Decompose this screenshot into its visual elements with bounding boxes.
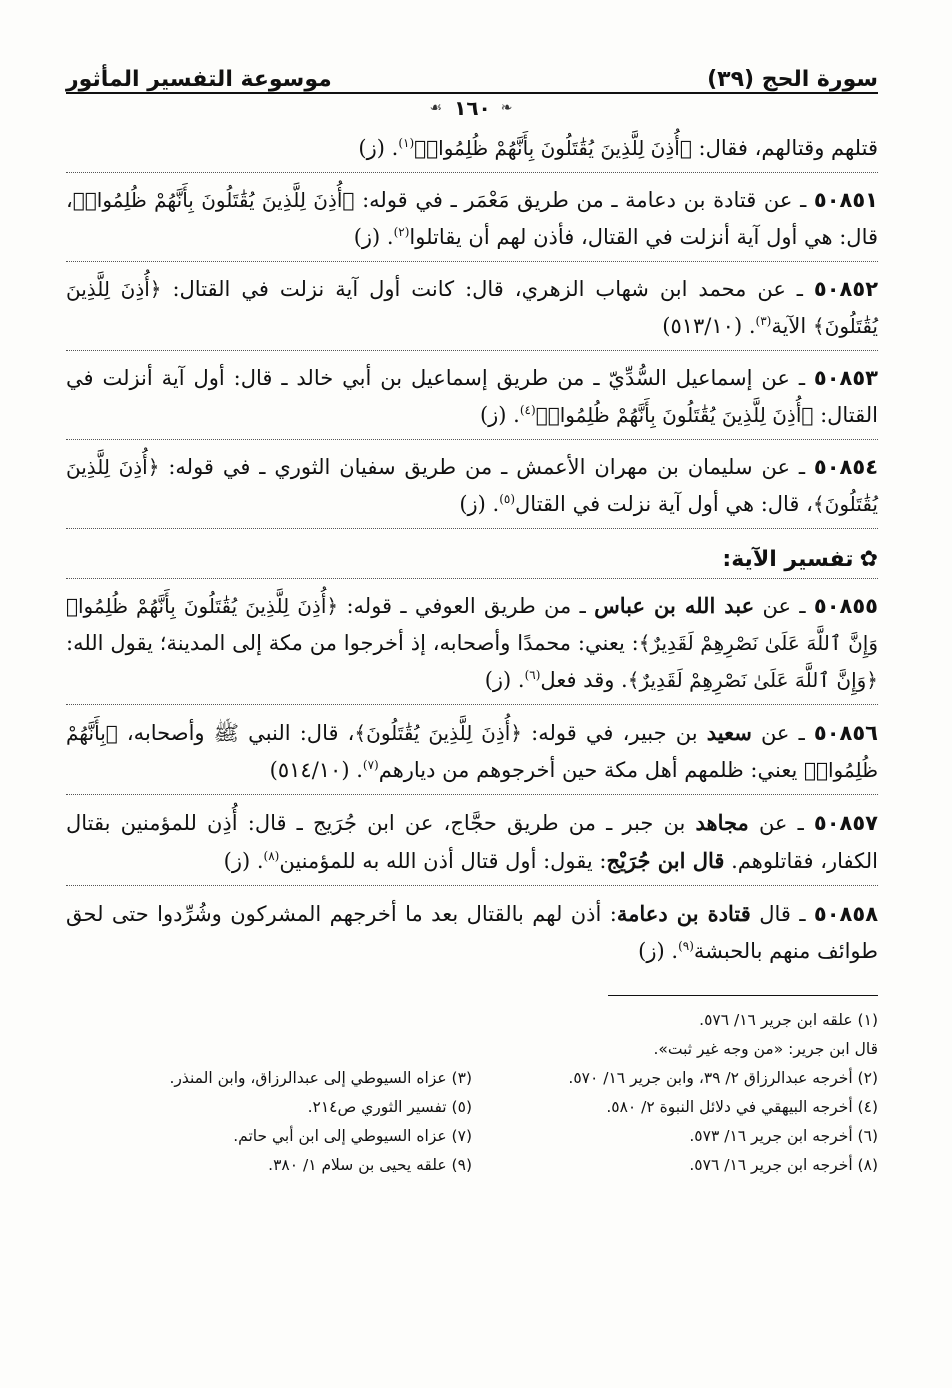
footnote-divider — [608, 995, 878, 996]
footnote-ref: (٦) — [524, 668, 541, 682]
footnote-ref: (٥) — [499, 492, 516, 506]
text-span: : أذن لهم بالقتال بعد ما أخرجهم المشركون وشُرِّدوا حتى لحق طوائف منهم بالحبشة — [66, 902, 878, 963]
footnote: (٧) عزاه السيوطي إلى ابن أبي حاتم. — [233, 1127, 472, 1145]
narrator-name: سعيد — [706, 720, 752, 745]
footnote-row — [66, 1064, 878, 1093]
footnote: قال ابن جرير: «من وجه غير ثبت». — [653, 1040, 878, 1058]
footnote-ref: (٢) — [393, 225, 410, 239]
quran-quote: ﴿أُذِنَ لِلَّذِينَ يُقَٰتَلُونَ بِأَنَّهُمْ ظُلِمُوا۟﴾ — [72, 188, 355, 212]
footnote-row — [66, 1122, 878, 1151]
footnote: (٢) أخرجه عبدالرزاق ٢/ ٣٩، وابن جرير ١٦/ ٥٧٠. — [568, 1069, 878, 1087]
text-span: . (ز) — [358, 136, 399, 160]
text-span: بن جبر ـ من طريق حجَّاج، عن ابن جُرَيج ـ قال: أُذِن للمؤمنين بقتال الكفار، فقاتلوهم. — [66, 811, 878, 873]
text-span: . (ز) — [223, 849, 264, 873]
text-span: . (ز) — [479, 403, 520, 427]
text-span: : يعني: محمدًا وأصحابه، إذ أخرجوا من مكة إلى المدينة؛ يقول الله: — [66, 631, 639, 655]
text-span: الآية — [771, 314, 813, 338]
narration-paragraph — [66, 714, 878, 795]
section-heading — [66, 547, 878, 579]
text-span: . (ز) — [353, 225, 394, 249]
book-title: موسوعة التفسير المأثور — [66, 67, 332, 92]
footnote-ref: (٨) — [263, 849, 280, 863]
text-span: ـ عن سليمان بن مهران الأعمش ـ من طريق سفيان الثوري ـ في قوله: — [159, 455, 814, 479]
narration-number: ٥٠٨٥٣ — [813, 366, 878, 390]
ornament-icon: ❧ — [500, 100, 515, 116]
narration-paragraph — [66, 804, 878, 886]
narration-paragraph — [66, 182, 878, 262]
footnote: (٣) عزاه السيوطي إلى عبدالرزاق، وابن المنذر. — [169, 1069, 472, 1087]
text-span: ، قال: النبي ﷺ وأصحابه، — [117, 721, 355, 745]
text-span: ـ عن قتادة بن دعامة ـ من طريق مَعْمَر ـ في قوله: — [354, 188, 814, 212]
surah-title: سورة الحج (٣٩) — [707, 67, 878, 92]
quran-quote: ﴿وَإِنَّ ٱللَّهَ عَلَىٰ نَصْرِهِمْ لَقَدِيرٌ﴾ — [627, 668, 878, 692]
quran-quote: ﴿أُذِنَ لِلَّذِينَ يُقَٰتَلُونَ بِأَنَّهُمْ ظُلِمُوا۟﴾ — [535, 403, 814, 427]
narration-number: ٥٠٨٥٧ — [813, 811, 878, 835]
footnote: (٤) أخرجه البيهقي في دلائل النبوة ٢/ ٥٨٠. — [606, 1098, 878, 1116]
narration-number: ٥٠٨٥٤ — [813, 455, 879, 479]
narrator-name: قال ابن جُرَيْج — [606, 848, 725, 873]
text-span: ـ عن — [748, 811, 814, 835]
narration-number: ٥٠٨٥٢ — [813, 277, 879, 301]
text-span: ـ قال — [750, 902, 814, 926]
footnote-row — [66, 1093, 878, 1122]
quran-quote: ﴿أُذِنَ لِلَّذِينَ يُقَٰتَلُونَ﴾ — [66, 455, 878, 516]
tafsir-section — [66, 587, 878, 975]
text-span: ، قال: هي أول آية نزلت في القتال — [515, 492, 813, 516]
footnote-ref: (٩) — [678, 939, 694, 953]
footnote-row — [66, 1151, 878, 1180]
text-span: ـ عن محمد ابن شهاب الزهري، قال: كانت أول آية نزلت في القتال: — [161, 277, 814, 301]
quran-quote: ﴿أُذِنَ لِلَّذِينَ يُقَٰتَلُونَ﴾ — [66, 277, 878, 338]
text-span: ـ عن إسماعيل السُّدِّيّ ـ من طريق إسماعيل بن أبي خالد ـ قال: أول آية أنزلت في القتال: — [66, 366, 878, 427]
quran-quote: ﴿أُذِنَ لِلَّذِينَ يُقَٰتَلُونَ بِأَنَّهُمْ ظُلِمُوا۟ وَإِنَّ ٱللَّهَ عَلَىٰ نَصْرِهِمْ لَقَدِيرٌ﴾ — [66, 594, 878, 655]
quran-quote: ﴿أُذِنَ لِلَّذِينَ يُقَٰتَلُونَ﴾ — [354, 721, 523, 745]
narration-number: ٥٠٨٥٥ — [813, 594, 878, 618]
narrations-section — [66, 130, 878, 529]
text-span: . وقد فعل — [540, 668, 628, 692]
page-number-row — [66, 96, 878, 120]
text-span: . (ز) — [459, 492, 500, 516]
footnote: (٨) أخرجه ابن جرير ١٦/ ٥٧٦. — [689, 1156, 878, 1174]
footnotes — [66, 1006, 878, 1180]
page-number: ١٦٠ — [454, 96, 491, 120]
narration-number: ٥٠٨٥١ — [813, 188, 878, 212]
narration-paragraph — [66, 449, 878, 529]
ornament-icon: ☙ — [429, 100, 445, 116]
book-page — [66, 56, 878, 1388]
footnote: (١) علقه ابن جرير ١٦/ ٥٧٦. — [699, 1011, 878, 1029]
quran-quote: ﴿بِأَنَّهُمْ ظُلِمُوا۟﴾ — [66, 721, 878, 782]
narration-paragraph — [66, 360, 878, 440]
text-span: . (ز) — [484, 668, 525, 692]
text-span: قتلهم وقتالهم، فقال: — [691, 136, 878, 160]
section-heading-text: تفسير الآية: — [722, 547, 854, 572]
narration-paragraph — [66, 130, 878, 173]
narration-paragraph — [66, 895, 878, 975]
narrator-name: عبد الله بن عباس — [594, 593, 755, 618]
page-header — [66, 56, 878, 94]
text-span: ـ من طريق العوفي ـ قوله: — [338, 594, 595, 618]
footnote-ref: (١) — [398, 136, 415, 150]
narration-number: ٥٠٨٥٦ — [813, 721, 878, 745]
page-body — [66, 130, 878, 1180]
footnote-ref: (٤) — [519, 403, 536, 417]
text-span: . (٥١٤/١٠) — [269, 758, 363, 782]
text-span: : يقول: أول قتال أذن الله به للمؤمنين — [279, 849, 607, 873]
text-span: . (٥١٣/١٠) — [662, 314, 756, 338]
text-span: . (ز) — [638, 939, 679, 963]
footnote: (٥) تفسير الثوري ص٢١٤. — [307, 1098, 472, 1116]
text-span: يعني: ظلمهم أهل مكة حين أخرجوهم من ديارهم — [378, 758, 804, 782]
narrator-name: قتادة بن دعامة — [616, 901, 751, 926]
narration-number: ٥٠٨٥٨ — [813, 902, 879, 926]
narration-paragraph — [66, 587, 878, 705]
footnote-ref: (٧) — [362, 758, 379, 772]
footnote: (٩) علقه يحيى بن سلام ١/ ٣٨٠. — [268, 1156, 472, 1174]
text-span: ـ عن — [751, 721, 814, 745]
text-span: بن جبير، في قوله: — [522, 721, 707, 745]
footnote-ref: (٣) — [755, 314, 772, 328]
text-span: ـ عن — [754, 594, 814, 618]
text-span: ، قال: هي أول آية أنزلت في القتال، فأذن لهم أن يقاتلوا — [66, 188, 878, 249]
narration-paragraph — [66, 271, 878, 351]
narrator-name: مجاهد — [695, 810, 749, 835]
flower-icon: ✿ — [859, 547, 878, 572]
quran-quote: ﴿أُذِنَ لِلَّذِينَ يُقَٰتَلُونَ بِأَنَّهُمْ ظُلِمُوا۟﴾ — [414, 136, 692, 160]
footnote: (٦) أخرجه ابن جرير ١٦/ ٥٧٣. — [689, 1127, 878, 1145]
